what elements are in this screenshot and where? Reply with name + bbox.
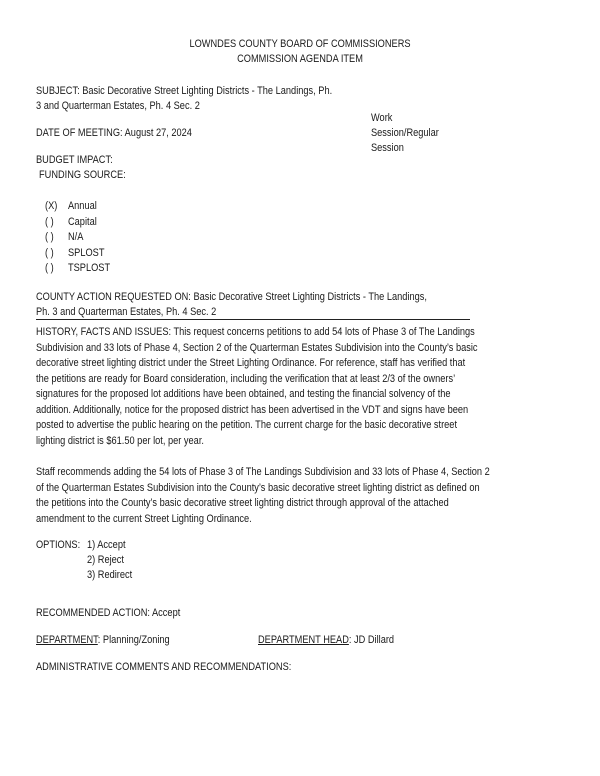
option-item: 1) Accept bbox=[87, 539, 126, 551]
funding-mark: ( ) bbox=[45, 262, 54, 274]
history-line: addition. Additionally, notice for the proposed district has been advertised in the VDT and signs have been bbox=[36, 403, 469, 416]
header-line-1: LOWNDES COUNTY BOARD OF COMMISSIONERS bbox=[189, 38, 411, 50]
department-label: DEPARTMENT bbox=[36, 634, 98, 646]
funding-label: SPLOST bbox=[68, 247, 105, 259]
staff-line: Staff recommends adding the 54 lots of Phase 3 of The Landings Subdivision and 33 lots of Phase 4, Section 2 bbox=[36, 466, 490, 478]
history-line: lighting district is $61.50 per lot, per year. bbox=[36, 434, 204, 447]
department-head-label: DEPARTMENT HEAD bbox=[258, 634, 349, 646]
meeting-type: Work bbox=[371, 112, 393, 124]
option-item: 3) Redirect bbox=[87, 569, 133, 581]
department-head bbox=[258, 633, 394, 648]
history-line: the petitions are ready for Board consideration, including the verification that at least 2/3 of the owners’ bbox=[36, 372, 456, 385]
history-line: decorative street lighting district under the Street Lighting Ordinance. For reference, staff has verified that bbox=[36, 357, 466, 369]
history-line: posted to advertise the public hearing on the petition. The current charge for the basic decorative street bbox=[36, 419, 458, 431]
staff-line: of the Quarterman Estates Subdivision into the County’s basic decorative street lighting district as defined on bbox=[36, 481, 480, 494]
department bbox=[36, 633, 170, 648]
staff-line: amendment to the current Street Lighting Ordinance. bbox=[36, 512, 252, 525]
options-label: OPTIONS: bbox=[36, 539, 81, 551]
funding-source: FUNDING SOURCE: bbox=[39, 169, 126, 181]
history-line: Subdivision and 33 lots of Phase 4, Section 2 of the Quarterman Estates Subdivision into the County’s basic bbox=[36, 341, 478, 354]
subject-line: SUBJECT: Basic Decorative Street Lighting Districts - The Landings, Ph. bbox=[36, 85, 333, 97]
history-line: signatures for the proposed lot additions have been obtained, and testing the financial solvency of the bbox=[36, 388, 451, 400]
staff-line: the petitions into the County’s basic decorative street lighting district through approval of the attached bbox=[36, 497, 449, 509]
meeting-type: Session bbox=[371, 142, 404, 154]
header-line-2: COMMISSION AGENDA ITEM bbox=[237, 53, 363, 65]
funding-label: Capital bbox=[68, 216, 97, 228]
funding-mark: ( ) bbox=[45, 231, 54, 243]
funding-mark: ( ) bbox=[45, 247, 54, 259]
meeting-date: DATE OF MEETING: August 27, 2024 bbox=[36, 127, 192, 139]
funding-label: TSPLOST bbox=[68, 262, 111, 274]
funding-mark: (X) bbox=[45, 200, 58, 212]
divider bbox=[36, 319, 470, 320]
funding-label: Annual bbox=[68, 200, 97, 212]
meeting-type: Session/Regular bbox=[371, 127, 439, 139]
action-requested: COUNTY ACTION REQUESTED ON: Basic Decorative Street Lighting Districts - The Landings, bbox=[36, 291, 427, 303]
admin-comments: ADMINISTRATIVE COMMENTS AND RECOMMENDATIONS: bbox=[36, 661, 292, 673]
funding-label: N/A bbox=[68, 231, 84, 243]
funding-mark: ( ) bbox=[45, 216, 54, 228]
department-head-value: : JD Dillard bbox=[348, 634, 395, 646]
department-value: : Planning/Zoning bbox=[97, 634, 170, 646]
history-line: HISTORY, FACTS AND ISSUES: This request concerns petitions to add 54 lots of Phase 3 of The Landings bbox=[36, 326, 475, 338]
subject-line: 3 and Quarterman Estates, Ph. 4 Sec. 2 bbox=[36, 100, 200, 112]
action-requested: Ph. 3 and Quarterman Estates, Ph. 4 Sec. 2 bbox=[36, 306, 217, 318]
option-item: 2) Reject bbox=[87, 554, 124, 566]
budget-impact: BUDGET IMPACT: bbox=[36, 154, 113, 166]
recommended-action: RECOMMENDED ACTION: Accept bbox=[36, 607, 181, 619]
